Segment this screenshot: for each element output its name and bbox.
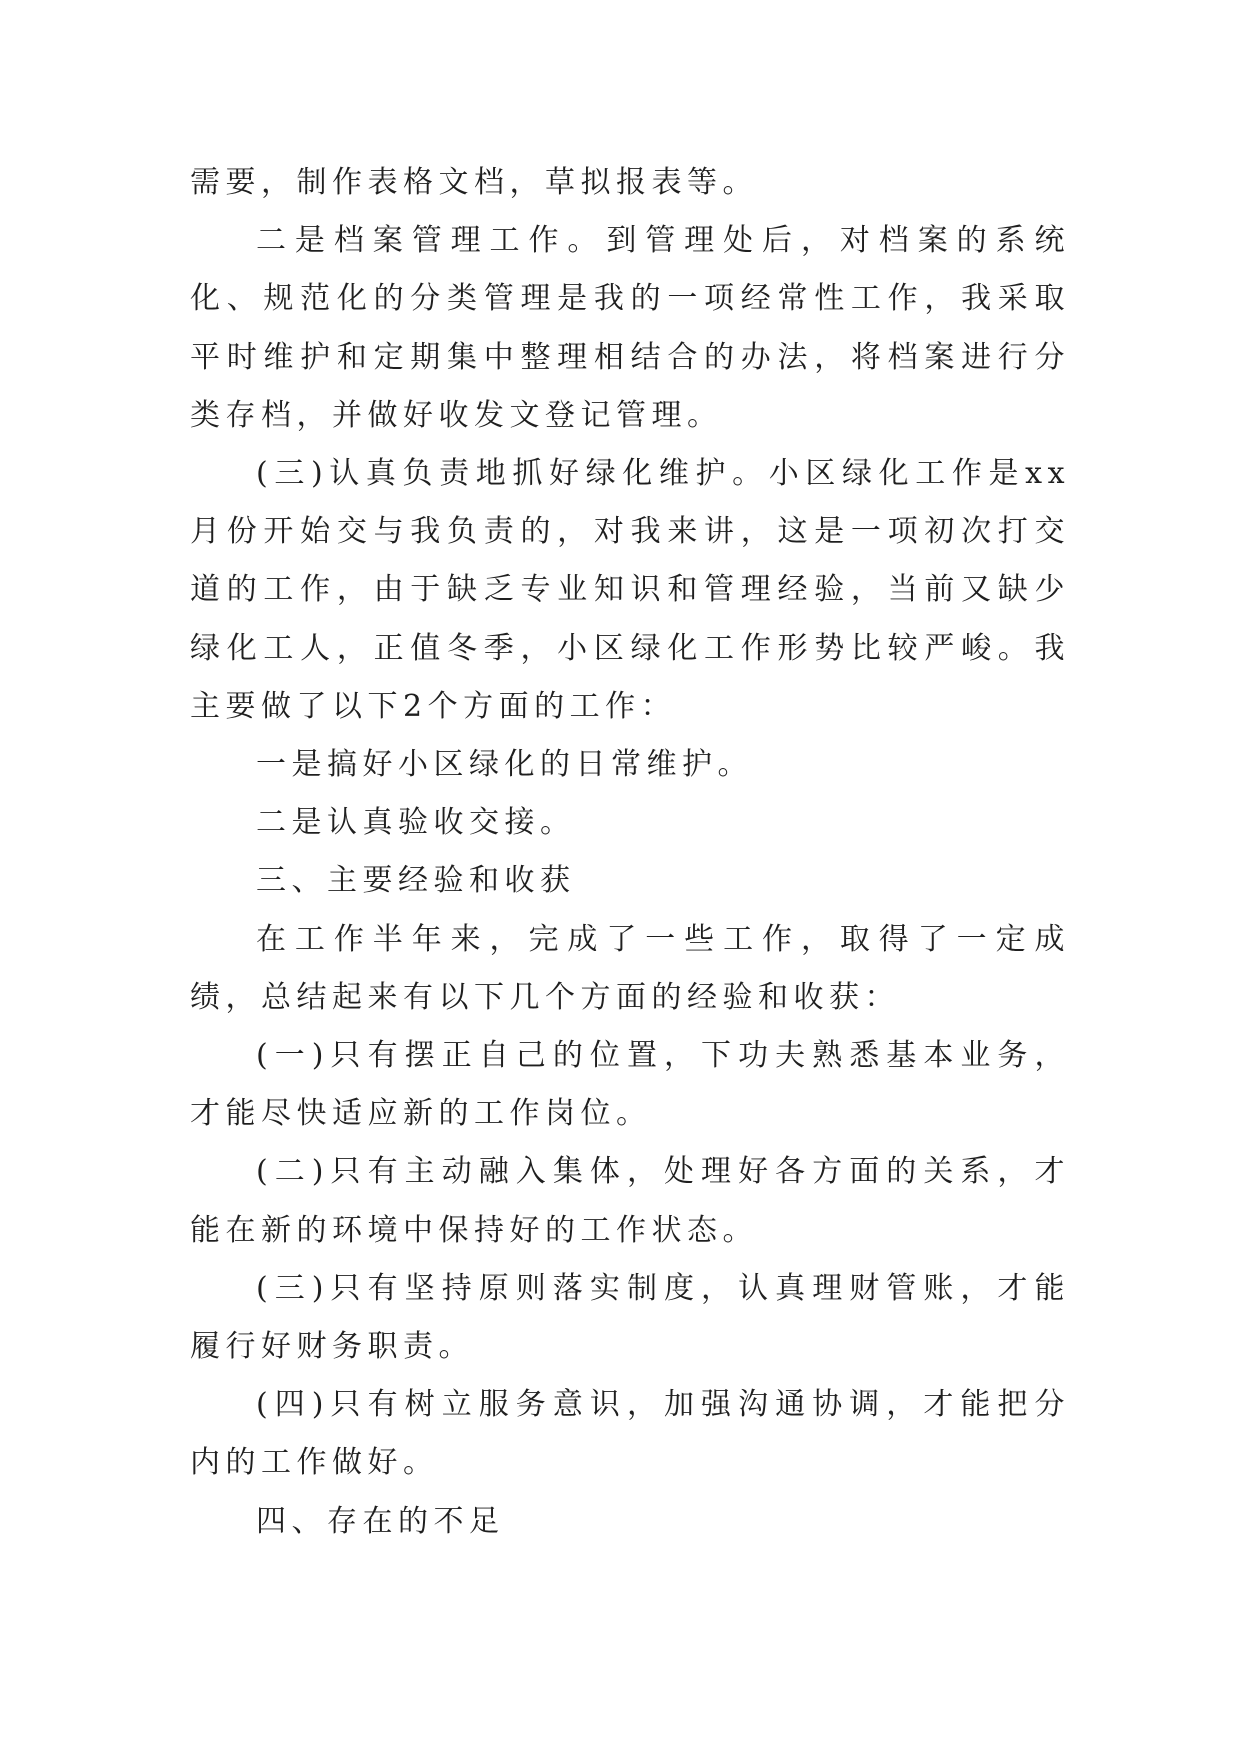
document-body — [190, 154, 1070, 1551]
paragraph-experience-summary: 在工作半年来，完成了一些工作，取得了一定成绩，总结起来有以下几个方面的经验和收获： — [190, 921, 1070, 1015]
paragraph-greening-maintenance: (三)认真负责地抓好绿化维护。小区绿化工作是xx月份开始交与我负责的，对我来讲，这是一项初次打交道的工作，由于缺乏专业知识和管理经验，当前又缺少绿化工人，正值冬季，小区绿化工作形势比较严峻。我主要做了以下2个方面的工作： — [190, 456, 1070, 724]
paragraph-experience-4: (四)只有树立服务意识，加强沟通协调，才能把分内的工作做好。 — [190, 1387, 1070, 1481]
paragraph-acceptance-handover: 二是认真验收交接。 — [256, 805, 576, 841]
section-heading-shortcomings: 四、存在的不足 — [256, 1503, 505, 1539]
paragraph-experience-1: (一)只有摆正自己的位置，下功夫熟悉基本业务，才能尽快适应新的工作岗位。 — [190, 1038, 1070, 1132]
paragraph-daily-maintenance: 一是搞好小区绿化的日常维护。 — [256, 747, 753, 783]
paragraph-continuation: 需要，制作表格文档，草拟报表等。 — [190, 165, 758, 200]
paragraph-experience-2: (二)只有主动融入集体，处理好各方面的关系，才能在新的环境中保持好的工作状态。 — [190, 1154, 1070, 1248]
paragraph-experience-3: (三)只有坚持原则落实制度，认真理财管账，才能履行好财务职责。 — [190, 1270, 1070, 1365]
section-heading-experience: 三、主要经验和收获 — [256, 863, 576, 899]
paragraph-archive-management: 二是档案管理工作。到管理处后，对档案的系统化、规范化的分类管理是我的一项经常性工作，我采取平时维护和定期集中整理相结合的办法，将档案进行分类存档，并做好收发文登记管理。 — [190, 223, 1070, 433]
